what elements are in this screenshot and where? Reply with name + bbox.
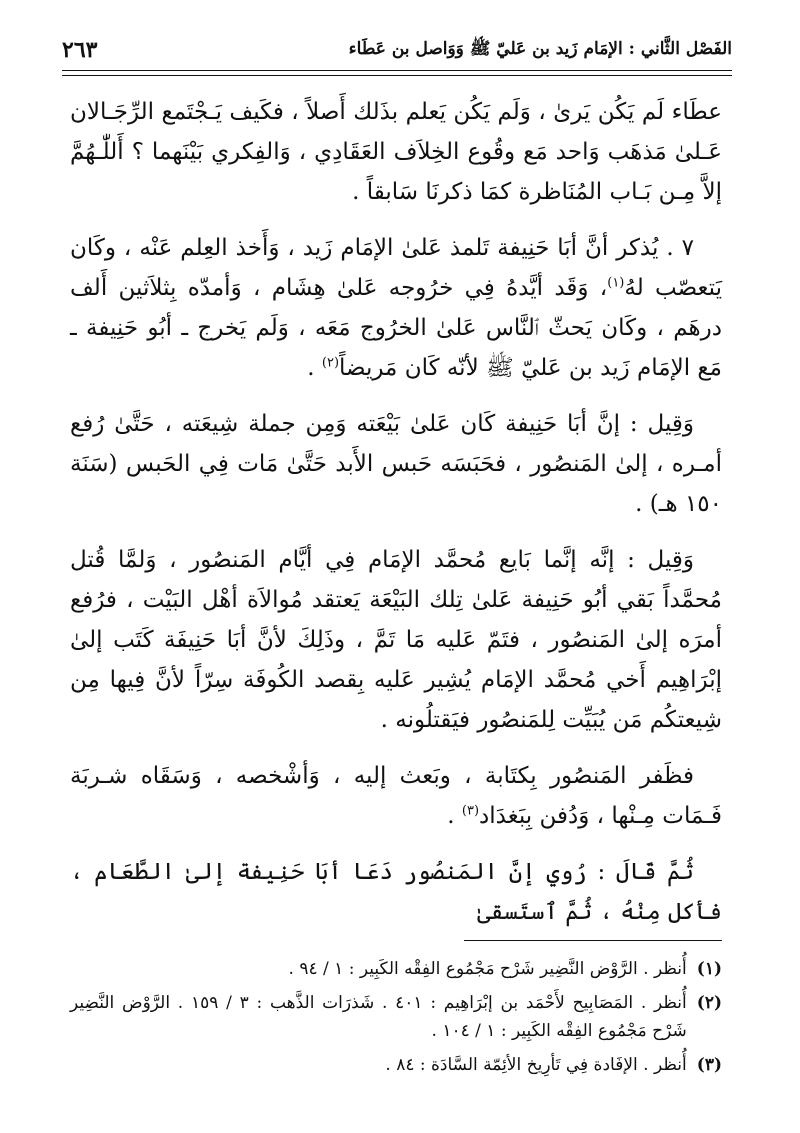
main-text — [70, 92, 722, 948]
paragraph-2-part-1: ٧ . يُذكر أنَّ أبَا حَنِيفة تَلمذ عَلىٰ الإمَام زَيد ، وَأَخذ العِلم عَنْه ، وكَان يَتعصّب لهُ — [70, 235, 722, 301]
paragraph-4: وَقِيل : إنَّه إنَّما بَايع مُحمَّد الإمَام فِي أيَّام المَنصُور ، وَلمَّا قُتل مُحمَّداً بَقي أبُو حَنِيفة عَلىٰ تِلك البَيْعَة يَعتقد مُوالاَة أهْل البَيْت ، فرُفع أمرَه إلىٰ المَنصُور ، فتَمّ عَليه مَا تَمَّ ، وذَلِكَ لأنَّ أبَا حَنِيفَة كَتَب إلىٰ إبْرَاهِيم أَخي مُحمَّد الإمَام يُشِير عَليه بِقصد الكُوفَة سِرّاً لأنَّ فِيها مِن شِيعتكُم مَن يُبَيِّت لِلمَنصُور فيَقتلُونه . — [70, 547, 722, 733]
page-header — [62, 32, 732, 68]
paragraph-2: ٧ . يُذكر أنَّ أبَا حَنِيفة تَلمذ عَلىٰ الإمَام زَيد ، وَأَخذ العِلم عَنْه ، وكَان يَتعصّب لهُ$^{(١)}$، وَقَد أيَّدهُ فِي خرُوجه عَلىٰ هِشَام ، وَأمدّه بِثلاَثين أَلف درهَم ، وكَان يَحثّ ٱلنَّاس عَلىٰ الخرُوج مَعَه ، وَلَم يَخرج ـ أبُو حَنِيفة ـ مَع الإمَام زَيد بن عَليّ ﷺ لأنّه كَان مَريضاً$^{(٢)}$ . — [70, 235, 722, 381]
footnote-text: أُنظر . الإفَادة فِي تَأرِيخ الأئِمّة السَّادَة : ٨٤ . — [385, 1055, 687, 1075]
footnote-number: (١) — [696, 959, 722, 979]
footnote-number: (٢) — [696, 993, 722, 1013]
footnote-3 — [70, 1051, 722, 1079]
header-rule — [62, 70, 732, 71]
paragraph-5-text: فظَفر المَنصُور بِكتَابة ، وبَعث إليه ، وَأشْخصه ، وَسَقَاه شـربَة فَـمَات مِـنْها ، وَدُفن بِبَغدَاد — [70, 763, 722, 829]
footnote-1 — [70, 955, 722, 983]
header-rule-thin — [62, 75, 732, 76]
paragraph-2-part-2: ، وَقَد أيَّدهُ فِي خرُوجه عَلىٰ هِشَام ، وَأمدّه بِثلاَثين أَلف درهَم ، وكَان يَحثّ ٱلنَّاس عَلىٰ الخرُوج مَعَه ، وَلَم يَخرج ـ أبُو حَنِيفة ـ مَع الإمَام زَيد بن عَليّ ﷺ لأنّه كَان مَريضاً — [70, 275, 722, 381]
footnote-ref-1[interactable]: (١) — [607, 275, 625, 291]
running-title: الفَصْل الثَّاني : الإمَام زَيد بن عَليّ ﷺ وَوَاصل بن عَطَاء — [348, 38, 732, 59]
footnote-number: (٣) — [696, 1055, 722, 1075]
footnotes — [70, 955, 722, 1085]
footnote-separator — [464, 940, 722, 941]
footnote-ref-2[interactable]: (٢) — [321, 355, 340, 371]
paragraph-3: وَقِيل : إنَّ أبَا حَنِيفة كَان عَلىٰ بَيْعَته وَمِن جملة شِيعَته ، حَتَّىٰ رُفع أمـره ، إلىٰ المَنصُور ، فحَبَسَه حَبس الأَبد حَتَّىٰ مَات فِي الحَبس (سَنَة ١٥٠ هـ) . — [70, 411, 722, 517]
footnote-text: أُنظر . الرَّوْض النَّضِير شَرْح مَجْمُوع الفِقْه الكَبِير : ١ / ٩٤ . — [288, 959, 687, 979]
footnote-ref-3[interactable]: (٣) — [461, 803, 480, 819]
paragraph-1: عطَاء لَم يَكُن يَرىٰ ، وَلَم يَكُن يَعلم بذَلك أَصلاً ، فكَيف يَـجْتَمع الرِّجَـالان عَـلىٰ مَذهَب وَاحد مَع وقُوع الخِلاَف العَقَادِي ، وَالفِكري بَيْنَهما ؟ أَللّٰـهُمَّ إلاَّ مِـن بَـاب المُنَاظرة كمَا ذكرنَا سَابقاً . — [70, 99, 722, 205]
paragraph-5: فظَفر المَنصُور بِكتَابة ، وبَعث إليه ، وَأشْخصه ، وَسَقَاه شـربَة فَـمَات مِـنْها ، وَدُفن بِبَغدَاد$^{(٣)}$ . — [70, 763, 722, 829]
paragraph-6: ثُمَّ قَالَ : رُوي إنَّ المَنصُور دَعَا أبَا حَنِيفة إلىٰ الطَّعَام ، فأكل مِنْهُ ، ثُمَّ ٱستَسقىٰ — [70, 859, 722, 925]
footnote-2 — [70, 989, 722, 1045]
footnote-text: أُنظر . المَصَابِيح لأَحْمَد بن إبْرَاهِيم : ٤٠١ . شَذرَات الذَّهب : ٣ / ١٥٩ . الرَّوْض النَّضِير شَرْح مَجْمُوع الفِقْه الكَبِير : ١ / ١٠٤ . — [70, 993, 687, 1041]
page-number: ٢٦٣ — [62, 37, 98, 63]
